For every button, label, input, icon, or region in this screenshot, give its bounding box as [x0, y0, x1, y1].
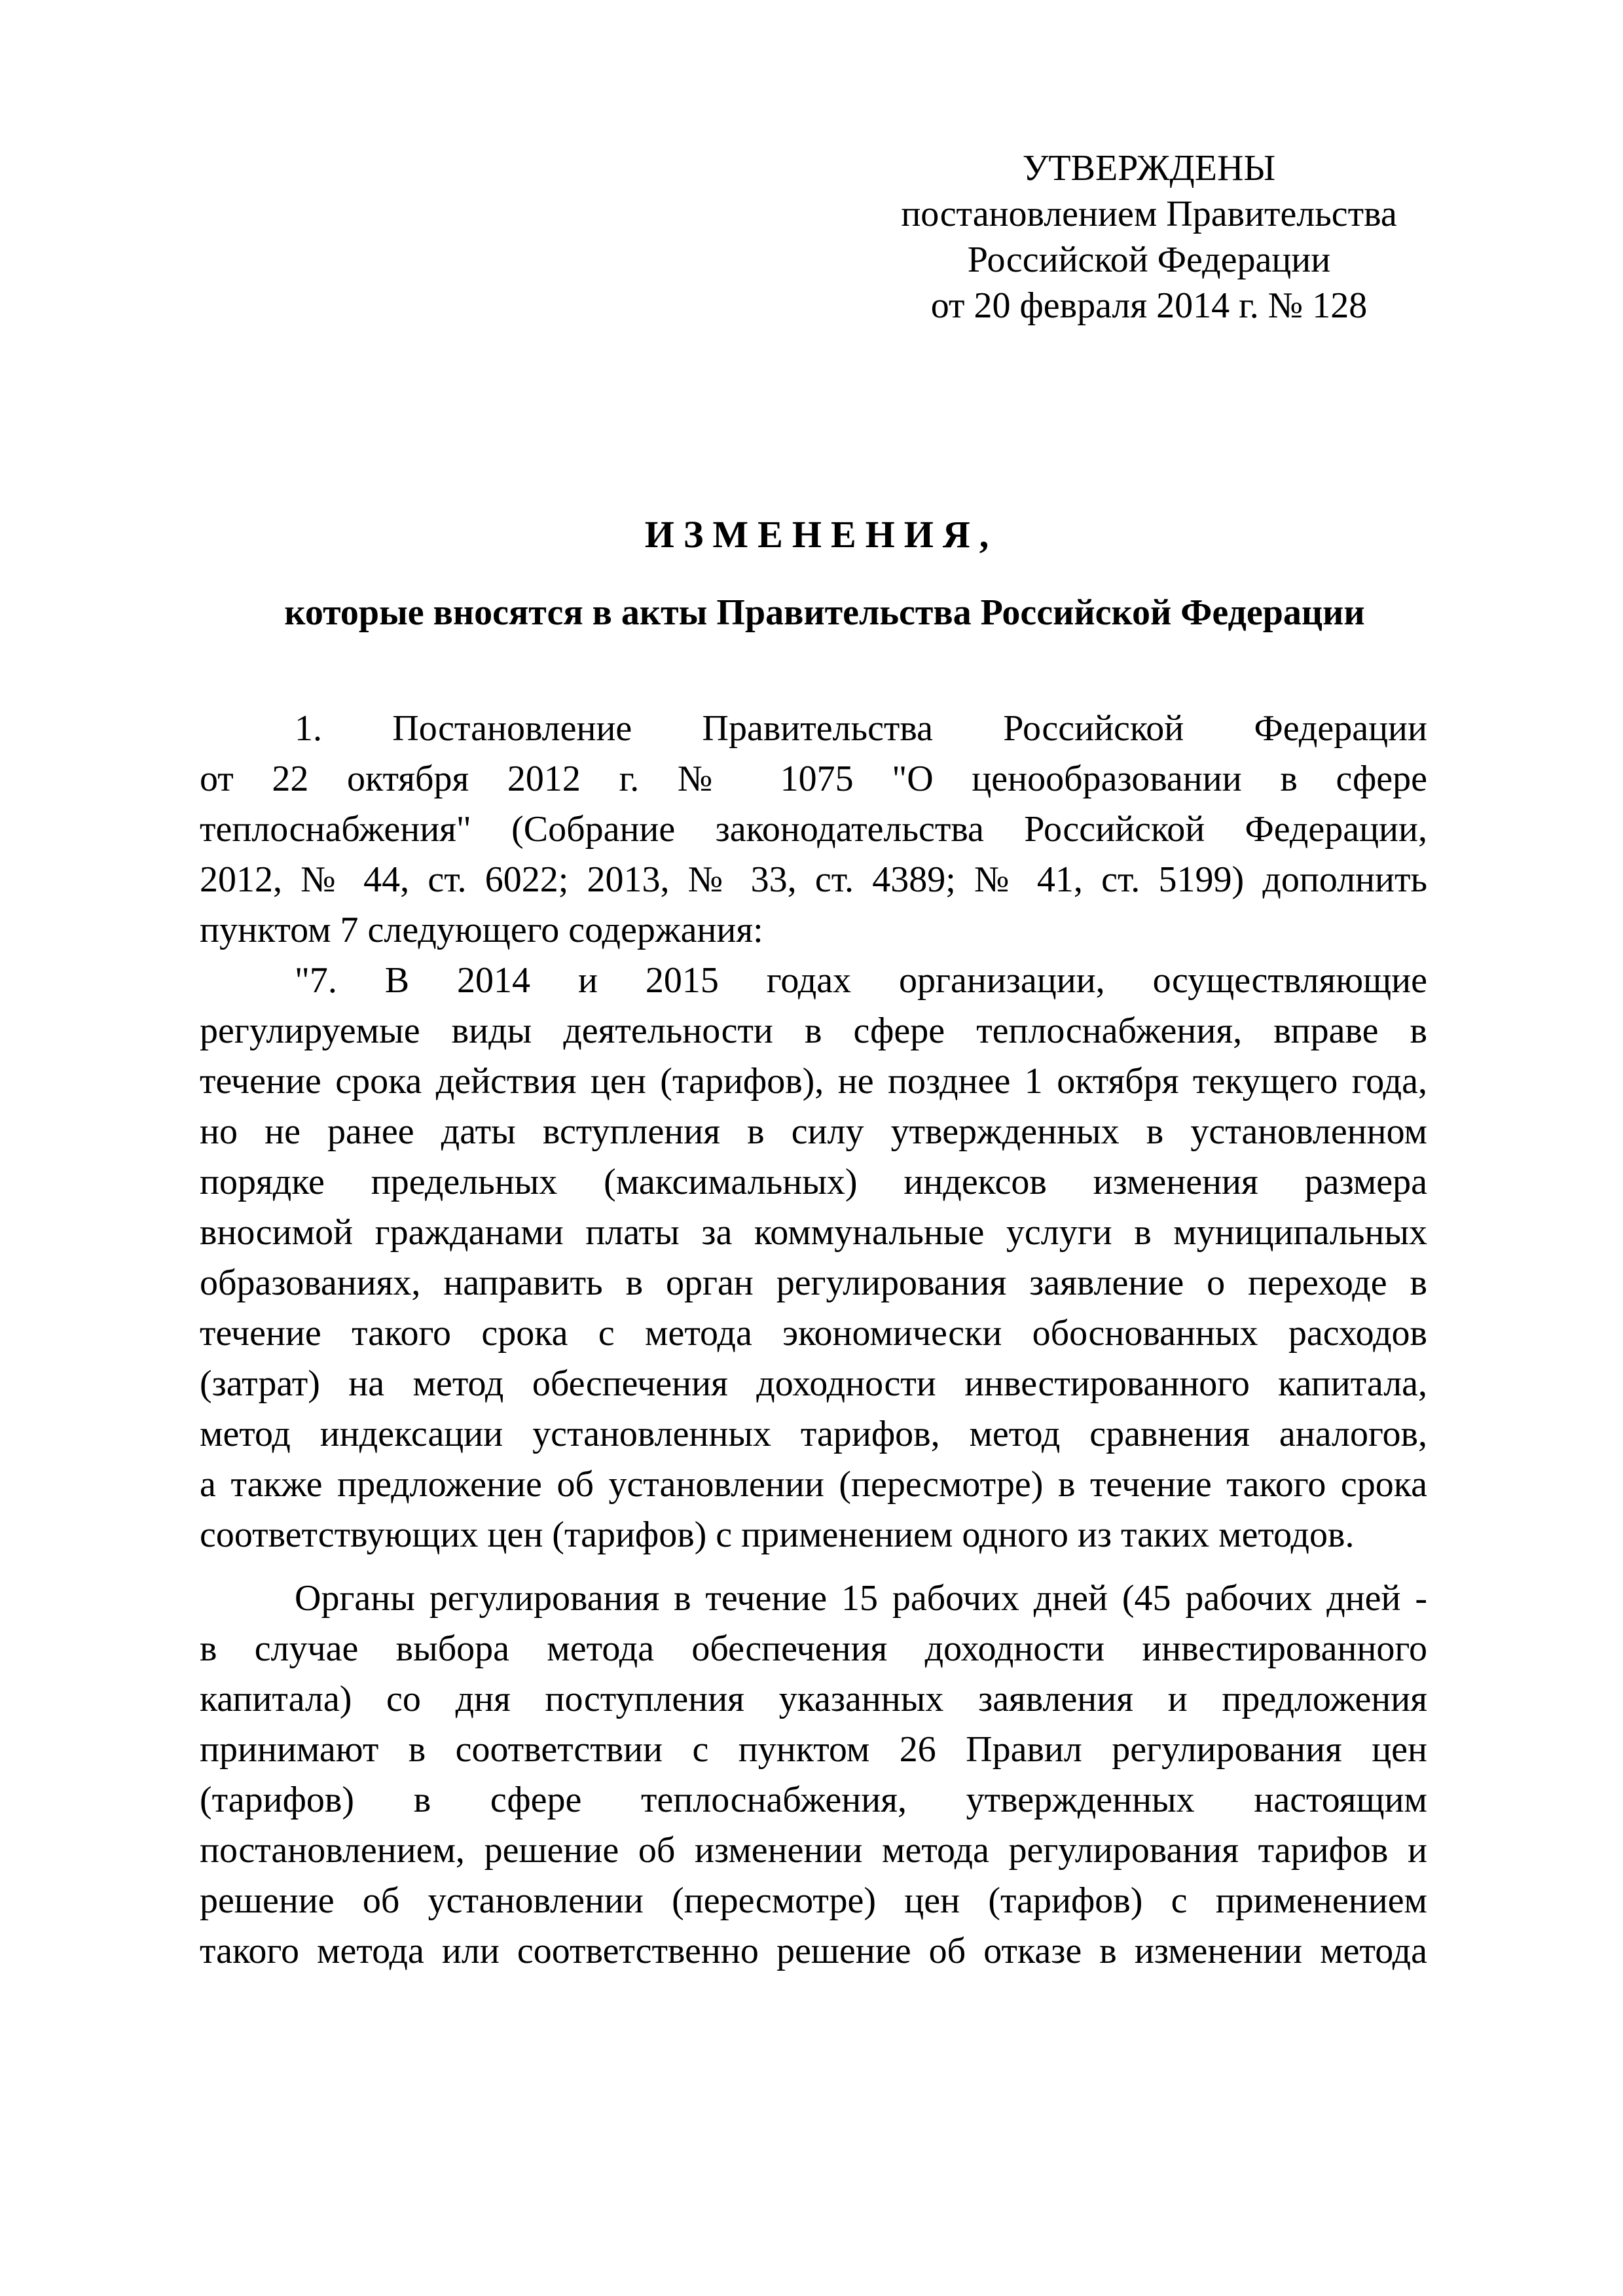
paragraph-3-line: такого метода или соответственно решение об отказе в изменении метода	[200, 1931, 1427, 1971]
paragraph-3-line: в случае выбора метода обеспечения доходности инвестированного	[200, 1628, 1427, 1669]
paragraph-1	[200, 704, 1427, 956]
paragraph-2-line: метод индексации установленных тарифов, метод сравнения аналогов,	[200, 1414, 1427, 1454]
paragraph-1-line: от 22 октября 2012 г. № 1075 "О ценообразовании в сфере	[200, 759, 1427, 799]
paragraph-2-line: а также предложение об установлении (пересмотре) в течение такого срока	[200, 1464, 1427, 1505]
paragraph-2-line: соответствующих цен (тарифов) с применением одного из таких методов.	[200, 1515, 1355, 1555]
document-body	[200, 704, 1427, 1977]
paragraph-1-line: пунктом 7 следующего содержания:	[200, 910, 763, 950]
approval-heading: УТВЕРЖДЕНЫ	[1022, 148, 1276, 188]
paragraph-2-line: но не ранее даты вступления в силу утвержденных в установленном	[200, 1111, 1427, 1152]
paragraph-2-line: вносимой гражданами платы за коммунальные услуги в муниципальных	[200, 1212, 1427, 1253]
paragraph-1-line: 1. Постановление Правительства Российской Федерации	[295, 708, 1427, 749]
paragraph-3-line: решение об установлении (пересмотре) цен (тарифов) с применением	[200, 1880, 1427, 1921]
paragraph-3-line: (тарифов) в сфере теплоснабжения, утвержденных настоящим	[200, 1780, 1427, 1820]
paragraph-1-line: 2012, № 44, ст. 6022; 2013, № 33, ст. 4389; № 41, ст. 5199) дополнить	[200, 859, 1427, 900]
approval-line-4: от 20 февраля 2014 г. № 128	[930, 285, 1368, 326]
paragraph-2-line: течение срока действия цен (тарифов), не позднее 1 октября текущего года,	[200, 1061, 1427, 1102]
paragraph-2-line: регулируемые виды деятельности в сфере теплоснабжения, вправе в	[200, 1011, 1427, 1051]
title-subtitle: которые вносятся в акты Правительства Российской Федерации	[284, 592, 1365, 633]
paragraph-2-line: "7. В 2014 и 2015 годах организации, осуществляющие	[295, 960, 1427, 1001]
approval-line-3: Российской Федерации	[967, 240, 1331, 280]
paragraph-3-line: капитала) со дня поступления указанных заявления и предложения	[200, 1679, 1427, 1719]
paragraph-3-line: Органы регулирования в течение 15 рабочих дней (45 рабочих дней -	[295, 1578, 1427, 1619]
paragraph-2-line: порядке предельных (максимальных) индексов изменения размера	[200, 1162, 1427, 1202]
paragraph-2-line: (затрат) на метод обеспечения доходности инвестированного капитала,	[200, 1363, 1427, 1404]
paragraph-2	[200, 956, 1427, 1560]
paragraph-3	[200, 1573, 1427, 1977]
paragraph-3-line: принимают в соответствии с пунктом 26 Правил регулирования цен	[200, 1729, 1427, 1770]
approval-stamp	[871, 145, 1427, 329]
paragraph-3-line: постановлением, решение об изменении метода регулирования тарифов и	[200, 1830, 1427, 1871]
title-main: ИЗМЕНЕНИЯ,	[644, 513, 998, 556]
paragraph-2-line: течение такого срока с метода экономически обоснованных расходов	[200, 1313, 1427, 1354]
document-title	[0, 515, 1623, 633]
approval-line-2: постановлением Правительства	[901, 194, 1397, 234]
paragraph-1-line: теплоснабжения" (Собрание законодательства Российской Федерации,	[200, 809, 1427, 850]
paragraph-2-line: образованиях, направить в орган регулирования заявление о переходе в	[200, 1263, 1427, 1303]
